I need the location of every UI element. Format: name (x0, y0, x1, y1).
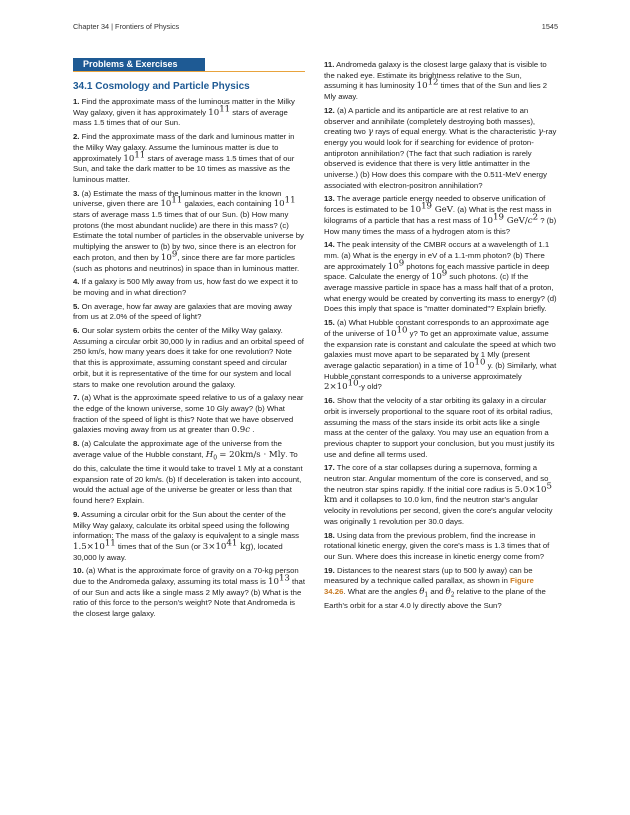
section-tab: Problems & Exercises (73, 58, 205, 71)
problem-5: 5. On average, how far away are galaxies that are moving away from us at 2.0% of the speed of light? (73, 301, 292, 322)
problem-1: 1. Find the approximate mass of the luminous matter in the Milky Way galaxy, given it has approximately $10^{11}$ stars of average mass 1.5 times that of our Sun. (73, 97, 295, 128)
problem-17: 17. The core of a star collapses during a supernova, forming a neutron star. Angular momentum of the core is conserved, and so the neutron star spins rapidly. If the initial core radius is $5.0\times 10^5$ km and it collapses to 10.0 km, find the neutron star's angular velocity in revolutions per second, given the core's angular velocity was originally 1 revolution per 30.0 days. (324, 463, 553, 526)
section-bar (73, 58, 305, 72)
left-column (73, 58, 305, 623)
problem-12: 12. (a) A particle and its antiparticle are at rest relative to an observer and annihilate (completely destroying both masses), creating two γ rays of equal energy. What is the characteristic γ-ray energy you would look for if searching for evidence of proton-antiproton annihilation? (The fact that such radiation is rarely observed is evidence that there is very little antimatter in the universe.) (b) How does this compare with the 0.511-MeV energy associated with electron-positron annihilation? (324, 105, 557, 190)
right-column (324, 60, 557, 615)
problem-2: 2. Find the approximate mass of the dark and luminous matter in the Milky Way galaxy. Assume the luminous matter is due to approximately $10^{11}$ stars of average mass 1.5 times that of our Sun, and take the dark matter to be 10 times as massive as the luminous matter. (73, 132, 295, 184)
problem-15: 15. (a) What Hubble constant corresponds to an approximate age of the universe of $10^{10}$ y? To get an approximate value, assume the expansion rate is constant and calculate the speed at which two galaxies must move apart to be separated by 1 Mly (present average galactic separation) in a time of $10^{10}$ y. (b) Similarly, what Hubble constant corresponds to a universe approximately $2\times 10^{10}-y$ old? (324, 318, 557, 393)
problem-11: 11. Andromeda galaxy is the closest large galaxy that is visible to the naked eye. Estimate its brightness relative to the Sun, assuming it has luminosity $10^{12}$ times that of the Sun and lies 2 Mly away. (324, 60, 548, 102)
figure-link[interactable]: Figure 34.26 (324, 576, 534, 597)
problem-18: 18. Using data from the previous problem, find the increase in rotational kinetic energy, given the core's mass is 1.3 times that of our Sun. Where does this increase in kinetic energy come from? (324, 530, 550, 561)
problem-6: 6. Our solar system orbits the center of the Milky Way galaxy. Assuming a circular orbit 30,000 ly in radius and an orbital speed of 250 km/s, how many years does it take for one revolution? Note that this is approximate, assuming constant speed and circular orbit, but it is representative of the time for our system and local stars to make one revolution around the galaxy. (73, 326, 304, 389)
section-title: 34.1 Cosmology and Particle Physics (73, 81, 250, 92)
problem-7: 7. (a) What is the approximate speed relative to us of a galaxy near the edge of the known universe, some 10 Gly away? (b) What fraction of the speed of light is this? Note that we have observed galaxies moving away from us at greater than 0.9c . (73, 393, 304, 436)
problem-13: 13. The average particle energy needed to observe unification of forces is estimated to be $10^{19}$ GeV. (a) What is the rest mass in kilograms of a particle that has a rest mass of $10^{19}$ GeV/$c^2$ ? (b) How many times the mass of a hydrogen atom is this? (324, 194, 557, 236)
problem-4: 4. If a galaxy is 500 Mly away from us, how fast do we expect it to be moving and in what direction? (73, 277, 298, 297)
problem-14: 14. The peak intensity of the CMBR occurs at a wavelength of 1.1 mm. (a) What is the energy in eV of a 1.1-mm photon? (b) There are approximately $10^9$ photons for each massive particle in deep space. Calculate the energy of $10^9$ such photons. (c) If the average massive particle in space has a mass half that of a proton, what energy would be created by converting its mass to energy? (d) Does this imply that space is "matter dominated"? Explain briefly. (324, 240, 557, 314)
problem-8: 8. (a) Calculate the approximate age of the universe from the average value of the Hubble constant, $H_0 = 20km/s$ · Mly. To do this, calculate the time it would take to travel 1 Mly at a constant expansion rate of 20 km/s. (b) If deceleration is taken into account, would the actual age of the universe be greater or less than that found here? Explain. (73, 439, 303, 506)
problem-16: 16. Show that the velocity of a star orbiting its galaxy in a circular orbit is inversely proportional to the square root of its orbital radius, assuming the mass of the stars inside its orbit acts like a single mass at the center of the galaxy. You may use an equation from a previous chapter to support your conclusion, but you must justify its use and define all terms used. (324, 396, 555, 459)
problem-19: 19. Distances to the nearest stars (up to 500 ly away) can be measured by a technique called parallax, as shown in Figure 34.26. What are the angles $\theta_1$ and $\theta_2$ relative to the plane of the Earth's orbit for a star 4.0 ly directly above the Sun? (324, 565, 546, 611)
running-header: Chapter 34 | Frontiers of Physics (73, 22, 180, 31)
problem-9: 9. Assuming a circular orbit for the Sun about the center of the Milky Way galaxy, calculate its orbital speed using the following information: The mass of the galaxy is equivalent to a single mass $1.5\times 10^{11}$ times that of the Sun (or $3\times 10^{41}$ kg), located 30,000 ly away. (73, 509, 300, 562)
problem-3: 3. (a) Estimate the mass of the luminous matter in the known universe, given there are $10^{11}$ galaxies, each containing $10^{11}$ stars of average mass 1.5 times that of our Sun. (b) How many protons (the most abundant nuclide) are there in this mass? (c) Estimate the total number of particles in the observable universe by multiplying the answer to (b) by two, since there is an electron for each proton, and then by $10^9$, since there are far more particles (such as photons and neutrinos) in space than in luminous matter. (73, 188, 304, 273)
page-number: 1545 (541, 22, 558, 31)
problem-10: 10. (a) What is the approximate force of gravity on a 70-kg person due to the Andromeda galaxy, assuming its total mass is $10^{13}$ that of our Sun and acts like a single mass 2 Mly away? (b) What is the ratio of this force to the person's weight? Note that Andromeda is the closest large galaxy. (73, 566, 305, 619)
